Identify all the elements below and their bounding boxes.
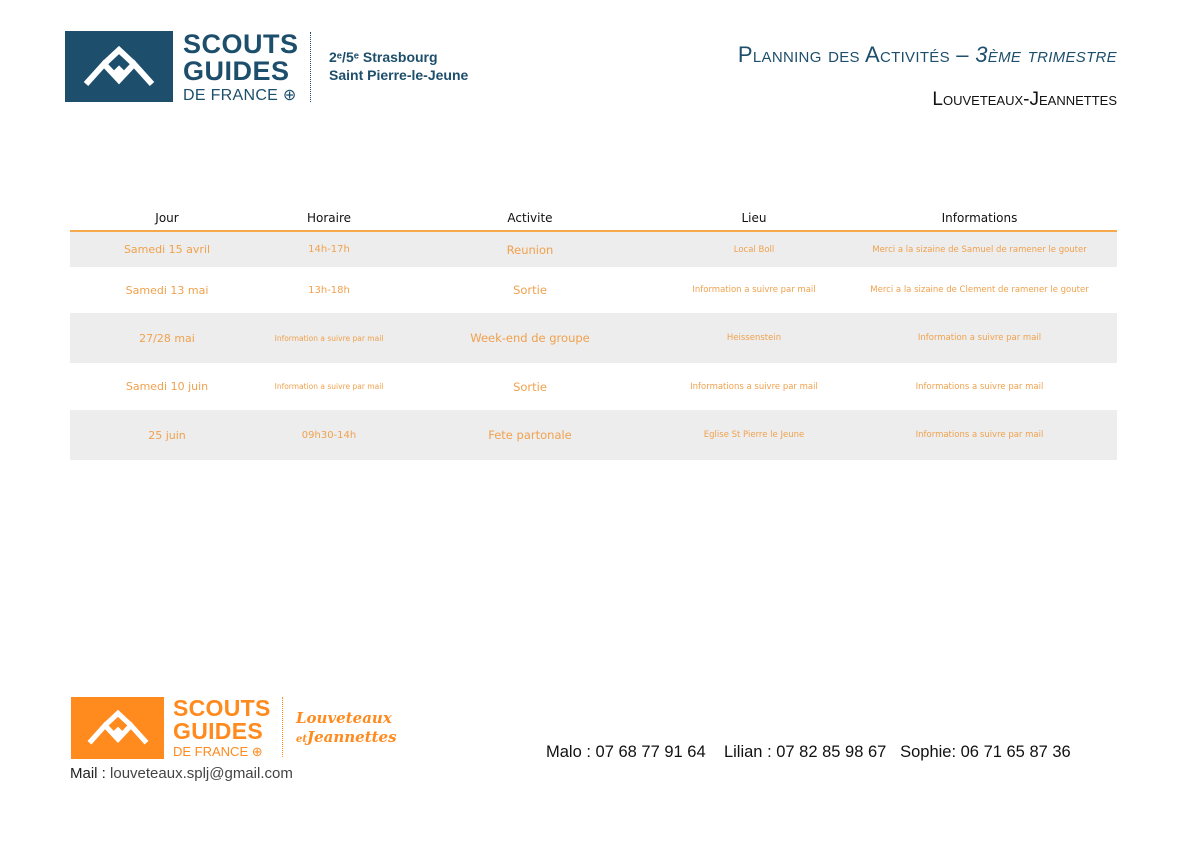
group-name-line2: Saint Pierre-le-Jeune (329, 67, 469, 83)
column-header-informations: Informations (941, 211, 1018, 225)
cell-lieu: Local Boll (733, 244, 775, 255)
logo-word-de-france: DE FRANCE (173, 744, 249, 759)
cell-jour: 25 juin (148, 428, 186, 442)
logo-word-scouts: SCOUTS (183, 29, 299, 59)
cell-jour: 27/28 mai (139, 331, 195, 345)
column-header-activite: Activite (507, 211, 553, 225)
logo-word-de-france: DE FRANCE (183, 87, 279, 104)
cell-informations: Merci a la sizaine de Clement de ramener le gouter (870, 285, 1089, 295)
logo-word-guides: GUIDES (173, 718, 263, 744)
cell-jour: Samedi 13 mai (125, 283, 209, 297)
schedule-table (70, 208, 1117, 460)
footer-logo-divider (282, 697, 283, 757)
branch-logo-et: et (296, 734, 307, 745)
cell-informations: Informations a suivre par mail (915, 381, 1044, 392)
cross-icon: ⊕ (251, 744, 263, 759)
cell-horaire: 14h-17h (308, 244, 350, 255)
table-row (70, 363, 1117, 410)
page-title-term: 3ème trimestre (975, 42, 1117, 67)
cell-informations: Informations a suivre par mail (915, 430, 1044, 440)
logo-word-guides: GUIDES (183, 56, 290, 86)
cell-activite: Sortie (513, 379, 547, 394)
cell-horaire: Information a suivre par mail (274, 333, 384, 343)
column-header-jour: Jour (155, 211, 179, 225)
cell-activite: Fete partonale (488, 428, 572, 442)
table-row (70, 313, 1117, 363)
sgdf-logo-footer (71, 697, 271, 759)
table-row (70, 410, 1117, 460)
cell-horaire: Information a suivre par mail (274, 382, 384, 391)
table-row (70, 267, 1117, 313)
cell-lieu: Heissenstein (726, 333, 782, 343)
cell-activite: Week-end de groupe (470, 331, 590, 345)
branch-logo-line1: Louveteaux (296, 709, 392, 727)
cell-horaire: 13h-18h (308, 284, 350, 296)
mail-label: Mail : (70, 765, 111, 782)
cell-activite: Reunion (506, 242, 554, 257)
mail-address[interactable]: louveteaux.splj@gmail.com (110, 765, 293, 782)
cell-horaire: 09h30-14h (301, 429, 357, 441)
branch-logo-line2: Jeannettes (306, 728, 397, 746)
group-name (329, 48, 468, 84)
sgdf-emblem-icon (71, 697, 164, 759)
cell-lieu: Eglise St Pierre le Jeune (703, 430, 805, 440)
cross-icon: ⊕ (282, 87, 297, 104)
cell-jour: Samedi 10 juin (125, 380, 209, 393)
table-header (70, 208, 1117, 232)
column-header-horaire: Horaire (306, 211, 352, 225)
column-header-lieu: Lieu (741, 211, 767, 225)
page-subtitle: Louveteaux-Jeannettes (932, 89, 1117, 110)
contact-mail (70, 765, 293, 782)
group-name-line1: 2ᵉ/5ᵉ Strasbourg (329, 49, 438, 65)
table-row (70, 232, 1117, 267)
branch-logo (296, 709, 397, 749)
logo-word-scouts: SCOUTS (173, 695, 271, 721)
logo-divider (310, 32, 311, 102)
page-title-main: Planning des Activités – (737, 42, 976, 67)
cell-lieu: Information a suivre par mail (692, 285, 816, 295)
cell-informations: Merci a la sizaine de Samuel de ramener le gouter (872, 244, 1087, 255)
sgdf-logo (65, 31, 299, 102)
cell-lieu: Informations a suivre par mail (690, 381, 818, 392)
cell-activite: Sortie (513, 283, 547, 297)
cell-jour: Samedi 15 avril (123, 243, 211, 256)
cell-informations: Information a suivre par mail (917, 333, 1042, 343)
contact-phones: Malo : 07 68 77 91 64 Lilian : 07 82 85 98 67 Sophie: 06 71 65 87 36 (546, 743, 1071, 761)
sgdf-emblem-icon (65, 31, 173, 102)
page-title (738, 42, 1117, 68)
